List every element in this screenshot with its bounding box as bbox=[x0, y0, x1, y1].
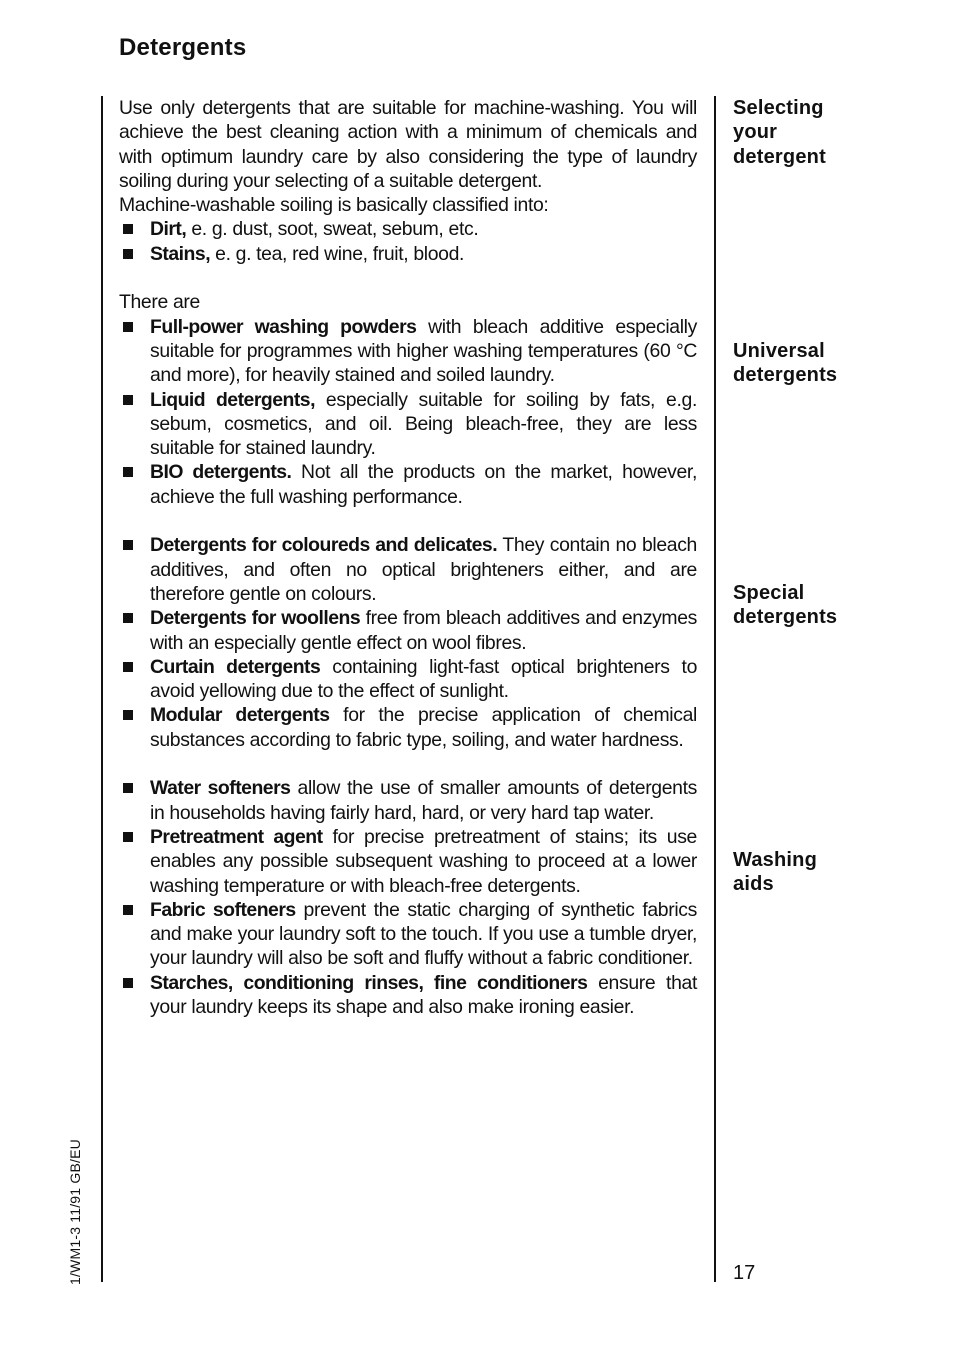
bullet-square-icon bbox=[123, 613, 133, 623]
list-item: Detergents for woollens free from bleach additives and enzymes with an especially gentle effect on wool fibres. bbox=[119, 606, 697, 655]
sidebar-heading-universal: Universal detergents bbox=[733, 340, 838, 387]
bullet-square-icon bbox=[123, 395, 133, 405]
soiling-intro: Machine-washable soiling is basically classified into: bbox=[119, 194, 549, 217]
right-column-rule bbox=[714, 96, 716, 1282]
list-item: Stains, e. g. tea, red wine, fruit, blood. bbox=[119, 242, 697, 266]
list-item: Modular detergents for the precise application of chemical substances according to fabric type, soiling, and water hardness. bbox=[119, 703, 697, 752]
sidebar-heading-special: Special detergents bbox=[733, 582, 838, 629]
bullet-square-icon bbox=[123, 662, 133, 672]
bullet-square-icon bbox=[123, 467, 133, 477]
section-special bbox=[119, 533, 697, 752]
list-item: Starches, conditioning rinses, fine conditioners ensure that your laundry keeps its shape and also make ironing easier. bbox=[119, 971, 697, 1020]
left-column-rule bbox=[101, 96, 103, 1282]
bullet-square-icon bbox=[123, 783, 133, 793]
list-item: Liquid detergents, especially suitable for soiling by fats, e.g. sebum, cosmetics, and oil. Being bleach-free, they are less suitable for stained laundry. bbox=[119, 388, 697, 461]
bullet-square-icon bbox=[123, 224, 133, 234]
special-list bbox=[119, 533, 697, 752]
list-item: Detergents for coloureds and delicates. They contain no bleach additives, and often no optical brighteners either, and are therefore gentle on colours. bbox=[119, 533, 697, 606]
bullet-square-icon bbox=[123, 710, 133, 720]
section-universal bbox=[119, 290, 697, 509]
list-item: Curtain detergents containing light-fast optical brighteners to avoid yellowing due to the effect of sunlight. bbox=[119, 655, 697, 704]
list-item: BIO detergents. Not all the products on the market, however, achieve the full washing performance. bbox=[119, 460, 697, 509]
page-title: Detergents bbox=[119, 34, 247, 61]
bullet-square-icon bbox=[123, 978, 133, 988]
bullet-square-icon bbox=[123, 905, 133, 915]
bullet-square-icon bbox=[123, 249, 133, 259]
list-item: Pretreatment agent for precise pretreatment of stains; its use enables any possible subsequent washing to proceed at a lower washing temperature or with bleach-free detergents. bbox=[119, 825, 697, 898]
page-number: 17 bbox=[733, 1262, 756, 1284]
section-selecting bbox=[119, 96, 697, 266]
intro-paragraph: Use only detergents that are suitable for machine-washing. You will achieve the best cleaning action with a minimum of chemicals and with optimum laundry care by also considering the type of laundry soiling during your selecting of a suitable detergent. bbox=[119, 97, 697, 192]
main-text-column bbox=[119, 96, 697, 1019]
list-item: Full-power washing powders with bleach additive especially suitable for programmes with higher washing temperatures (60 °C and more), for heavily stained and soiled laundry. bbox=[119, 315, 697, 388]
washing-aids-list bbox=[119, 776, 697, 1019]
bullet-square-icon bbox=[123, 540, 133, 550]
list-item: Fabric softeners prevent the static charging of synthetic fabrics and make your laundry soft to the touch. If you use a tumble dryer, your laundry will also be soft and fluffy without a fabric conditioner. bbox=[119, 898, 697, 971]
bullet-square-icon bbox=[123, 322, 133, 332]
universal-lead: There are bbox=[119, 291, 200, 314]
list-item: Dirt, e. g. dust, soot, sweat, sebum, etc. bbox=[119, 217, 697, 241]
document-reference: 1/WM1-3 11/91 GB/EU bbox=[67, 1139, 83, 1285]
bullet-square-icon bbox=[123, 832, 133, 842]
universal-list bbox=[119, 315, 697, 509]
list-item: Water softeners allow the use of smaller amounts of detergents in households having fairly hard, hard, or very hard tap water. bbox=[119, 776, 697, 825]
section-washing-aids bbox=[119, 776, 697, 1019]
sidebar-heading-washing-aids: Washing aids bbox=[733, 849, 817, 896]
soiling-list bbox=[119, 217, 697, 266]
sidebar-heading-selecting: Selecting your detergent bbox=[733, 97, 826, 168]
